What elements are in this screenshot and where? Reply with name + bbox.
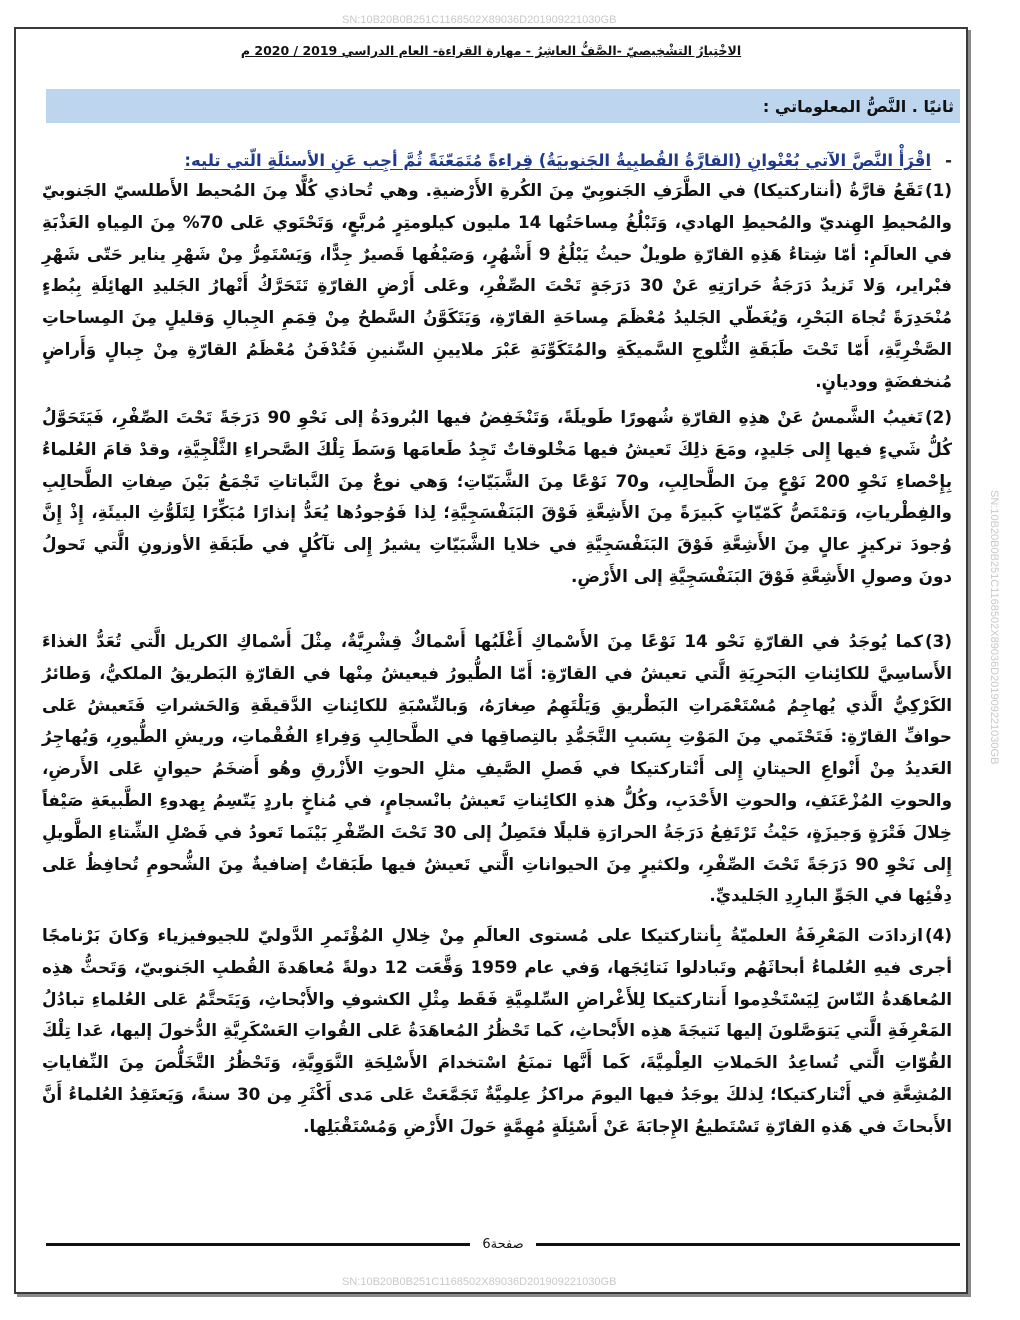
paragraph-number: (1) <box>924 180 952 200</box>
paragraph-1 <box>42 175 952 398</box>
serial-watermark-top: SN:10B20B0B251C1168502X89036D201909221030GB <box>342 14 617 26</box>
footer-rule-right <box>536 1243 960 1246</box>
paragraph-4 <box>42 920 952 1143</box>
page-footer <box>46 1234 960 1254</box>
paragraph-text: كما يُوجَدُ في القارّةِ نَحْو 14 نَوْعًا مِنَ الأَسْماكِ أَغْلَبُها أَسْماكٌ قِشْرِيَّةٌ، مِثْلَ أَسْماكِ الكريل الَّتي تُعَدُّ الغذاءَ الأَساسِيَّ للكائِناتِ البَحرِيَةِ الَّتي تعيشُ في القارّةِ: أَمّا الطُّيورُ فيعيشُ مِنْها في القارّةِ البَطريقُ الملكيُّ، وَطائرُ الكَرْكِيُّ الَّذي يُهاجِمُ مُسْتَعْمَراتِ البَطْريقِ وَيَلْتَهِمُ صِغارَهُ، وَبالنِّسْبَةِ للكائِناتِ الدَّقيقَةِ وَالحَشراتِ فَتَعيشُ عَلى حوافِّ القارّةِ: فَتَحْتَمي مِنَ المَوْتِ بِسَببِ التَّجَمُّدِ بالتِصاقِها في الطَّحالِبِ وَفِراءِ الفُقْماتِ، وريشِ الطُّيورِ، وَيُهاجِرُ العَديدُ مِنْ أَنْواعِ الحيتانِ إِلى أَنْتاركتيكا في فَصلِ الصَّيفِ مثلِ الحوتِ الأَزْرقِ وهُو أَضخَمُ حيوانٍ عَلى الأَرضِ، والحوتِ المُزْعَنَفِ، والحوتِ الأَحْدَبِ، وكُلُّ هذهِ الكائِناتِ تَعيشُ بانْسجامٍ، في مُناخٍ باردٍ يَتّسِمُ بِهدوءِ الطَّبيعَةِ صَيْفاً خِلالَ فَتْرَةٍ وَجيزَةٍ، حَيْثُ تَرْتَفِعُ دَرَجَةُ الحرارَةِ قليلًا فتَصِلُ إلى 30 تَحْتَ الصِّفْرِ بَيْنَما تَعودُ في فَصْلِ الشِّتاءِ الطَّويلِ إِلى نَحْوِ 90 دَرَجَةً تَحْتَ الصِّفْرِ، ولكثيرٍ مِنَ الحيواناتِ الَّتي تَعيشُ فيها طَبَقاتٌ إضافيةٌ مِنَ الشُّحومِ تُحافِظُ عَلى دِفْئِها في الجَوِّ البارِدِ الجَليديِّ. <box>42 631 953 906</box>
footer-rule-left <box>46 1243 470 1246</box>
paragraph-number: (2) <box>924 407 952 427</box>
serial-watermark-bottom: SN:10B20B0B251C1168502X89036D201909221030GB <box>342 1276 617 1288</box>
paragraph-2 <box>42 402 952 593</box>
paragraph-text: تَقَعُ قارَّةُ (أنتاركتيكا) في الطَّرَفِ الجَنوبِيّ مِنَ الكُرةِ الأَرْضيةِ. وهي تُحاذي كُلًّا مِنَ المُحيط الأَطلسيّ الجَنوبيّ والمُحيطِ الهِنديّ والمُحيطِ الهادي، وَتَبْلُغُ مِساحَتُها 14 مليون كيلومتِرٍ مُربَّعٍ، وَتَحْتَوي عَلى 70% مِنَ المِياهِ العَذْبَةِ في العالَمِ: أمّا شِتاءُ هَذِهِ القارّةِ طويلٌ حيثُ يَبْلُغُ 9 أَشْهُرٍ، وَصَيْفُها قَصيرٌ جِدًّا، وَيَسْتَمِرُّ مِنْ شَهْرِ يناير حَتّى شَهْرِ فبْراير، وَلا تَزيدُ دَرَجَةُ حَرارَتِهِ عَنْ 30 دَرَجَةٍ تَحْتَ الصِّفْرِ، وعَلى أَرْضِ القارّةِ تَتَحَرَّكُ أَنْهارُ الجَليدِ الهائِلَةِ بِبُطءٍ مُنْحَدِرَةً تُجاهَ البَحْرِ، وَيُغَطّي الجَليدُ مُعْظَمَ مِساحَةِ القارّةِ، وَيَتَكَوَّنُ السَّطحُ مِنْ قِمَمِ الجِبالِ وَقليلٍ مِنَ المِساحاتِ الصَّخْرِيَّةِ، أَمّا تَحْتَ طَبَقَةِ الثُّلوجِ السَّميكَةِ والمُتَكَوِّنَةِ عَبْرَ ملايينِ السِّنينِ فَتُدْفَنُ مُعْظَمُ القارّةِ مِنْ جِبالٍ وَأَراضٍ مُنخفضَةٍ ووديانٍ. <box>42 180 952 391</box>
section-heading-bar <box>46 89 960 123</box>
section-heading: ثانيًا . النَّصُّ المعلوماتي : <box>762 96 954 116</box>
page-number: صفحة6 <box>482 1236 524 1252</box>
paragraph-text: ازدادَت المَعْرِفَةُ العلميّةُ بِأنتاركتيكا على مُستوى العالَمِ مِنْ خِلالِ المُؤْتَمرِ الدَّوليّ للجيوفيزياء وَكانَ بَرْنامجًا أجرى فيهِ العُلماءُ أبحاثَهُم وتَبادلوا نَتائِجَها، وَفي عام 1959 وَقَّعَت 12 دولةً مُعاهَدةَ القُطبِ الجَنوبيّ، وَتَحثُّ هذِه المُعاهَدةُ النّاسَ لِيَسْتَخْدِموا أَنتاركتيكا لِلأَغْراضِ السِّلمِيَّةِ فَقَط مِثْلِ الكشوفِ والأَبْحاثِ، وَيَتَحتَّمُ عَلى العُلماءِ تبادُلُ المَعْرِفَةِ الَّتي يَتوَصَّلونَ إليها نَتيجَةَ هذِه الأَبْحاثِ، كَما تَحْظُرُ المُعاهَدَةُ عَلى القُواتِ العَسْكَرِيَّةِ الدُّخولَ إليها، عَدا تِلْكَ القُوّاتِ الَّتي تُساعِدُ الحَملاتِ العِلْمِيَّةَ، كَما أَنَّها تمنَعُ اسْتخدامَ الأَسْلِحَةِ النَّوَوِيَّةِ، وَتَحْظُرُ التَّخَلُّصَ مِنَ النِّفاياتِ المُشِعَّةِ في أَنْتاركتيكا؛ لِذلكَ يوجَدُ فيها اليومَ مراكزُ عِلمِيَّةٌ تَجَمَّعَتْ عَلى مَدى أَكْثَرِ مِن 30 سنةً، وَيَعتَقِدُ العُلماءُ أَنَّ الأَبحاثَ في هَذهِ القارّةِ تَسْتَطيعُ الإِجابَةَ عَنْ أَسْئِلَةٍ مُهِمَّةٍ حَولَ الأَرْضِ وَمُسْتَقْبَلِها. <box>42 925 953 1136</box>
exam-header-title: الاخْتِبارُ التشْخِيصيّ -الصَّفُّ العاشِرُ - مهارة القراءة- العام الدراسي 2019 / 2020 م <box>240 43 742 58</box>
paragraph-number: (4) <box>924 925 952 945</box>
paragraph-number: (3) <box>924 631 952 651</box>
instruction-text: اقْرَأْ النَّصَّ الآتي بُعْنْوانِ (القارَّةُ القُطبِيةُ الجَنوبيَةُ) قِراءةً مُتَمَعّنَةً ثُمَّ أجِب عَنِ الأسئلَةِ الّتي تليه: <box>184 151 932 170</box>
paragraph-text: تَغيبُ الشَّمسُ عَنْ هذِهِ القارّةِ شُهورًا طَويلَةً، وَتَنْخَفِضُ فيها البُرودَةُ إلى نَحْوِ 90 دَرَجَةً تَحْتَ الصِّفْرِ، فَيَتَحَوَّلُ كُلُّ شَيءٍ فيها إِلى جَليدٍ، ومَعَ ذلِكَ تَعيشُ فيها مَخْلوقاتٌ تَجِدُ طَعامَها وَسَطَ تِلْكَ الصَّحراءِ الثَّلْجِيَّةِ، وقدْ قامَ العُلماءُ بِإِحْصاءِ نَحْوِ 200 نَوْعٍ مِنَ الطَّحالِبِ، و70 نَوْعًا مِنَ الشَّبَيّاتِ؛ وَهي نوعٌ مِنَ النَّباتاتِ تَجْمَعُ بَيْنَ صِفاتِ الطَّحالِبِ والفِطْرياتِ، وَتمْتَصُّ كَمّيّاتٍ كَبيرَةً مِنَ الأَشِعَّةِ فَوْقَ البَنَفْسَجِيَّةِ؛ لِذا فَوُجودُها يُعَدُّ إنذارًا مُبَكِّرًا لِتَلَوُّثِ البيئَةِ، إِذْ إِنَّ وُجودَ تركيزٍ عالٍ مِنَ الأَشِعَّةِ فَوْقَ البَنَفْسَجِيَّةِ في خلايا الشَّبَيّاتِ يشيرُ إِلى تآكُلٍ في طَبَقَةِ الأوزونِ الَّتي تَحولُ دونَ وصولِ الأَشِعَّةِ فَوْقَ البَنَفْسَجِيَّةِ إلى الأَرْضِ. <box>42 407 952 586</box>
instruction-bullet: - <box>945 151 952 170</box>
document-page <box>14 27 968 1294</box>
serial-watermark-right: SN:10B20B0B251C1168502X89036D201909221030GB <box>988 490 1000 765</box>
reading-instruction <box>52 151 952 170</box>
paragraph-3 <box>42 626 952 912</box>
